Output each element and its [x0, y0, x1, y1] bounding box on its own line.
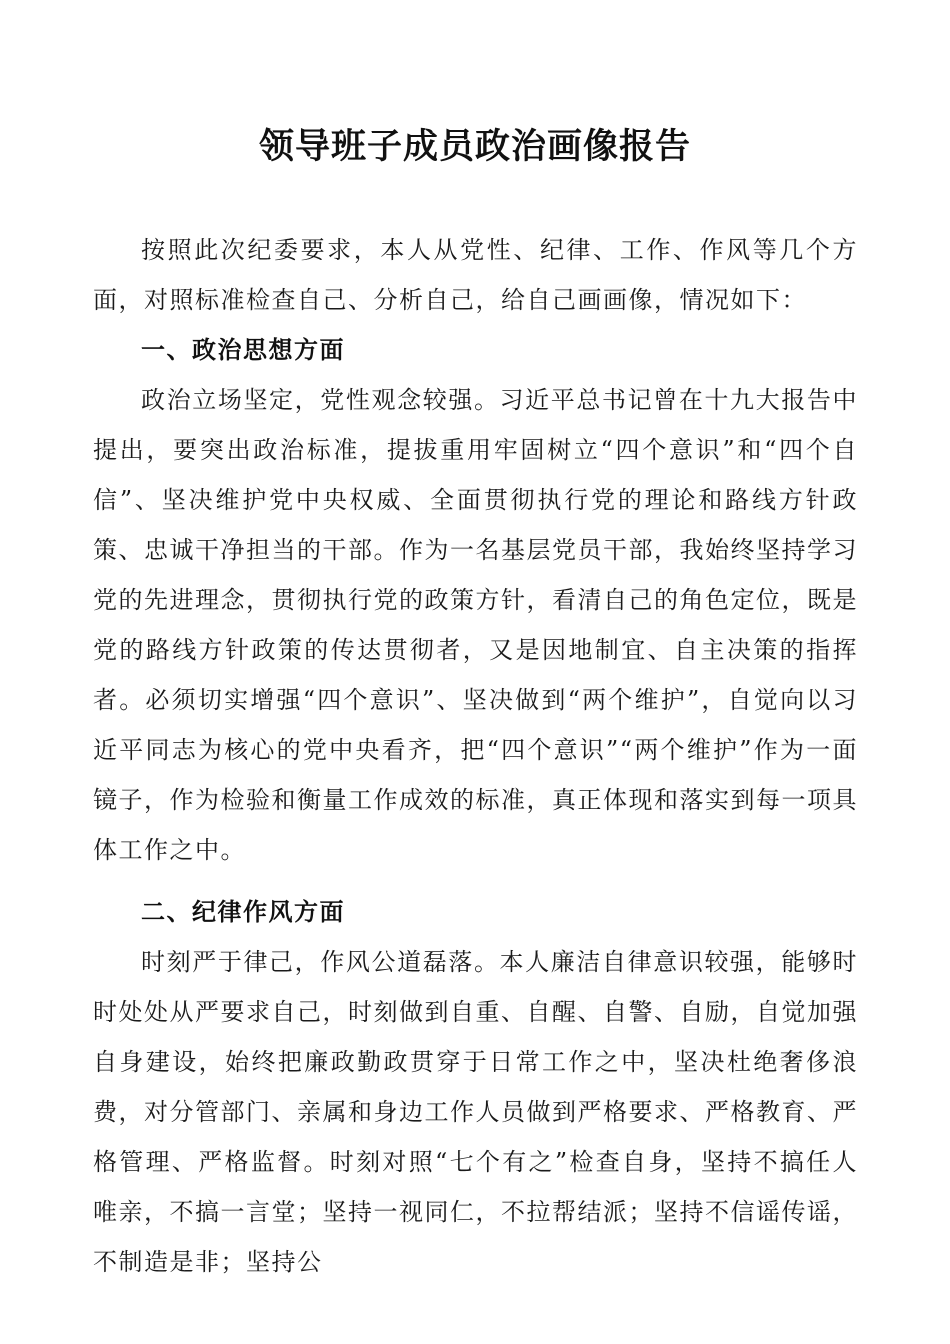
document-title: 领导班子成员政治画像报告	[258, 126, 691, 167]
section-body-discipline: 时刻严于律己，作风公道磊落。本人廉洁自律意识较强，能够时时处处从严要求自己，时刻做到自重、自醒、自警、自励，自觉加强自身建设，始终把廉政勤政贯穿于日常工作之中，坚决杜绝奢侈浪费，对分管部门、亲属和身边工作人员做到严格要求、严格教育、严格管理、严格监督。时刻对照“七个有之”检查自身，坚持不搞任人唯亲，不搞一言堂；坚持一视同仁，不拉帮结派；坚持不信谣传谣，不制造是非；坚持公	[93, 948, 858, 1276]
intro-paragraph: 按照此次纪委要求，本人从党性、纪律、工作、作风等几个方面，对照标准检查自己、分析自己，给自己画画像，情况如下：	[93, 236, 858, 314]
section-heading-discipline: 二、纪律作风方面	[141, 898, 345, 926]
section-heading-political: 一、政治思想方面	[141, 336, 345, 364]
document-body	[93, 225, 858, 1287]
section-body-political: 政治立场坚定，党性观念较强。习近平总书记曾在十九大报告中提出，要突出政治标准，提拔重用牢固树立“四个意识”和“四个自信”、坚决维护党中央权威、全面贯彻执行党的理论和路线方针政策、忠诚干净担当的干部。作为一名基层党员干部，我始终坚持学习党的先进理念，贯彻执行党的政策方针，看清自己的角色定位，既是党的路线方针政策的传达贯彻者，又是因地制宜、自主决策的指挥者。必须切实增强“四个意识”、坚决做到“两个维护”，自觉向以习近平同志为核心的党中央看齐，把“四个意识”“两个维护”作为一面镜子，作为检验和衡量工作成效的标准，真正体现和落实到每一项具体工作之中。	[93, 386, 858, 864]
